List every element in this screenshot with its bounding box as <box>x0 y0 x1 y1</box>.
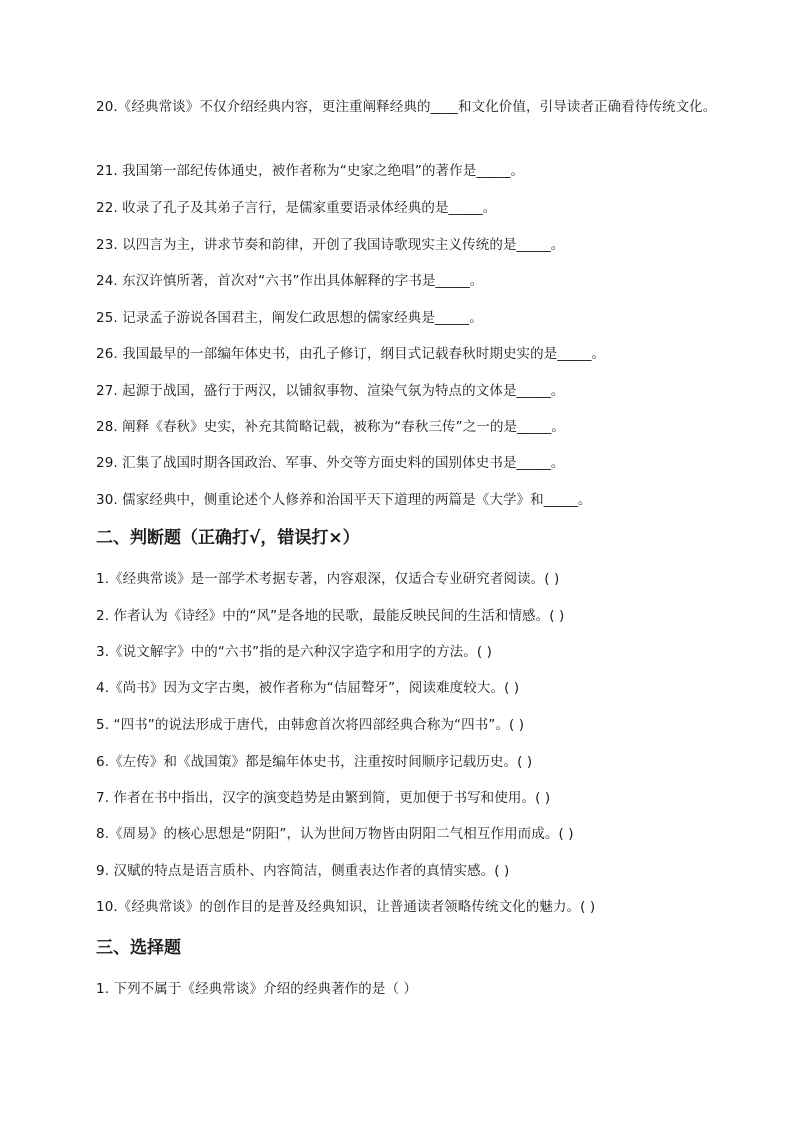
section-heading-judgement: 二、判断题（正确打√，错误打×） <box>96 528 360 548</box>
fill-question-29: 29. 汇集了战国时期各国政治、军事、外交等方面史料的国别体史书是_____。 <box>96 455 565 471</box>
judge-question-4: 4.《尚书》因为文字古奥，被作者称为“佶屈聱牙”，阅读难度较大。( ) <box>96 680 520 696</box>
judge-question-8: 8.《周易》的核心思想是“阴阳”，认为世间万物皆由阴阳二气相互作用而成。( ) <box>96 826 574 842</box>
fill-question-23: 23. 以四言为主，讲求节奏和韵律，开创了我国诗歌现实主义传统的是_____。 <box>96 237 565 253</box>
judge-question-5: 5. “四书”的说法形成于唐代，由韩愈首次将四部经典合称为“四书”。( ) <box>96 717 525 733</box>
fill-question-27: 27. 起源于战国，盛行于两汉，以铺叙事物、渲染气氛为特点的文体是_____。 <box>96 383 565 399</box>
fill-question-21: 21. 我国第一部纪传体通史，被作者称为“史家之绝唱”的著作是_____。 <box>96 163 525 179</box>
fill-question-22: 22. 收录了孔子及其弟子言行，是儒家重要语录体经典的是_____。 <box>96 200 497 216</box>
judge-question-9: 9. 汉赋的特点是语言质朴、内容简洁，侧重表达作者的真情实感。( ) <box>96 863 510 879</box>
fill-question-28: 28. 阐释《春秋》史实，补充其简略记载，被称为“春秋三传”之一的是_____。 <box>96 419 565 435</box>
judge-question-3: 3.《说文解字》中的“六书”指的是六种汉字造字和用字的方法。( ) <box>96 644 492 660</box>
judge-question-10: 10.《经典常谈》的创作目的是普及经典知识，让普通读者领略传统文化的魅力。( ) <box>96 899 596 915</box>
fill-question-24: 24. 东汉许慎所著，首次对“六书”作出具体解释的字书是_____。 <box>96 273 484 289</box>
fill-question-26: 26. 我国最早的一部编年体史书，由孔子修订，纲目式记载春秋时期史实的是_____。 <box>96 346 606 362</box>
judge-question-1: 1.《经典常谈》是一部学术考据专著，内容艰深，仅适合专业研究者阅读。( ) <box>96 571 560 587</box>
judge-question-7: 7. 作者在书中指出，汉字的演变趋势是由繁到简，更加便于书写和使用。( ) <box>96 790 551 806</box>
judge-question-6: 6.《左传》和《战国策》都是编年体史书，注重按时间顺序记载历史。( ) <box>96 754 533 770</box>
fill-question-25: 25. 记录孟子游说各国君主，阐发仁政思想的儒家经典是_____。 <box>96 310 483 326</box>
fill-question-20: 20.《经典常谈》不仅介绍经典内容，更注重阐释经典的____和文化价值，引导读者正确看待传统文化。 <box>96 99 717 115</box>
section-heading-choice: 三、选择题 <box>96 938 181 958</box>
judge-question-2: 2. 作者认为《诗经》中的“风”是各地的民歌，最能反映民间的生活和情感。( ) <box>96 608 565 624</box>
choice-question-1: 1. 下列不属于《经典常谈》介绍的经典著作的是（ ） <box>96 981 418 997</box>
fill-question-30: 30. 儒家经典中，侧重论述个人修养和治国平天下道理的两篇是《大学》和_____。 <box>96 492 592 508</box>
